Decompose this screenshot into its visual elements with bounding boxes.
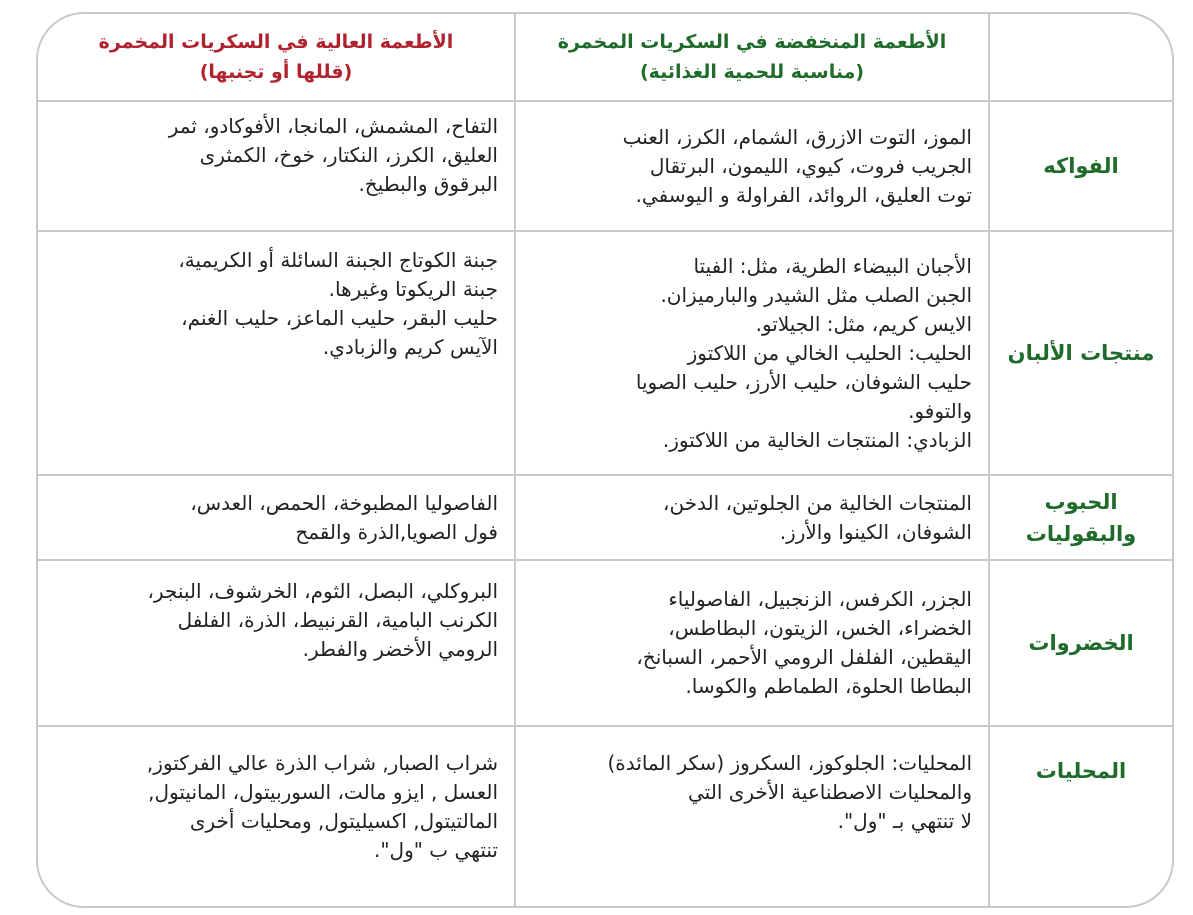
category-vegetables xyxy=(990,561,1172,725)
cell-line: البرقوق والبطيخ. xyxy=(358,172,498,196)
dairy-low-cell xyxy=(516,232,988,474)
cell-line: والمحليات الاصطناعية الأخرى التي xyxy=(688,780,972,804)
cell-line: اليقطين، الفلفل الرومي الأحمر، السبانخ، xyxy=(636,645,972,669)
cell-line: الايس كريم، مثل: الجيلاتو. xyxy=(755,311,972,336)
header-low-title: الأطعمة المنخفضة في السكريات المخمرة xyxy=(557,31,947,53)
category-label: الخضروات xyxy=(1028,631,1134,655)
cell-line: فول الصويا,الذرة والقمح xyxy=(295,519,498,544)
cell-line: الجزر، الكرفس، الزنجبيل، الفاصولياء xyxy=(668,587,972,611)
cell-line: تنتهي ب "ول". xyxy=(373,838,498,862)
category-label: الفواكه xyxy=(1043,154,1119,178)
fruits-low-cell xyxy=(516,102,988,230)
category-label: الحبوب xyxy=(1044,489,1118,514)
fruits-high-cell xyxy=(38,102,514,230)
cell-line: الكرنب البامية، القرنبيط، الذرة، الفلفل xyxy=(177,608,498,632)
grains-high-cell xyxy=(38,476,514,559)
cell-line: الشوفان، الكينوا والأرز. xyxy=(779,519,972,544)
cell-line: الأجبان البيضاء الطرية، مثل: الفيتا xyxy=(693,253,972,278)
cell-line: حليب البقر، حليب الماعز، حليب الغنم، xyxy=(181,306,498,330)
cell-line: الآيس كريم والزبادي. xyxy=(322,335,498,359)
cell-line: البروكلي، البصل، الثوم، الخرشوف، البنجر، xyxy=(147,579,498,603)
cell-line: جبنة الريكوتا وغيرها. xyxy=(328,277,498,301)
header-low-fodmap xyxy=(516,14,988,100)
grains-low-cell xyxy=(516,476,988,559)
cell-line: والتوفو. xyxy=(908,398,972,423)
header-high-fodmap xyxy=(38,14,514,100)
header-high-title: الأطعمة العالية في السكريات المخمرة xyxy=(98,31,454,53)
cell-line: العسل , ايزو مالت، السوربيتول، المانيتول, xyxy=(148,780,498,804)
cell-line: المنتجات الخالية من الجلوتين، الدخن، xyxy=(663,490,972,515)
fodmap-table xyxy=(36,12,1174,908)
cell-line: المحليات: الجلوكوز، السكروز (سكر المائدة) xyxy=(607,751,972,775)
category-fruits xyxy=(990,102,1172,230)
cell-line: الحليب: الحليب الخالي من اللاكتوز xyxy=(687,340,972,365)
category-grains-legumes xyxy=(990,476,1172,559)
cell-line: المالتيتول, اكسيليتول, ومحليات أخرى xyxy=(189,809,498,833)
category-label: منتجات الألبان xyxy=(1007,341,1155,365)
cell-line: لا تنتهي بـ "ول". xyxy=(837,809,972,833)
category-sweeteners xyxy=(990,727,1172,906)
vegetables-low-cell xyxy=(516,561,988,725)
category-label: والبقوليات xyxy=(1025,521,1137,546)
cell-line: الرومي الأخضر والفطر. xyxy=(302,637,498,661)
category-dairy xyxy=(990,232,1172,474)
vegetables-high-cell xyxy=(38,561,514,725)
cell-line: الجريب فروت، كيوي، الليمون، البرتقال xyxy=(649,153,972,178)
dairy-high-cell xyxy=(38,232,514,474)
cell-line: الزبادي: المنتجات الخالية من اللاكتوز. xyxy=(662,427,972,452)
cell-line: توت العليق، الروائد، الفراولة و اليوسفي. xyxy=(635,182,972,207)
category-label: المحليات xyxy=(1035,759,1127,783)
cell-line: شراب الصبار, شراب الذرة عالي الفركتوز, xyxy=(146,751,498,775)
cell-line: البطاطا الحلوة، الطماطم والكوسا. xyxy=(685,674,972,698)
cell-line: الموز، التوت الازرق، الشمام، الكرز، العنب xyxy=(622,124,972,149)
cell-line: الفاصوليا المطبوخة، الحمص، العدس، xyxy=(190,490,498,515)
cell-line: الخضراء، الخس، الزيتون، البطاطس، xyxy=(668,616,972,640)
cell-line: التفاح، المشمش، المانجا، الأفوكادو، ثمر xyxy=(168,114,498,138)
sweeteners-high-cell xyxy=(38,727,514,906)
cell-line: حليب الشوفان، حليب الأرز، حليب الصويا xyxy=(635,369,972,394)
sweeteners-low-cell xyxy=(516,727,988,906)
header-high-subtitle: (قللها أو تجنبها) xyxy=(199,61,353,83)
cell-line: الجبن الصلب مثل الشيدر والبارميزان. xyxy=(660,282,972,307)
cell-line: جبنة الكوتاج الجبنة السائلة أو الكريمية، xyxy=(178,248,498,272)
cell-line: العليق، الكرز، النكتار، خوخ، الكمثرى xyxy=(199,143,498,167)
header-low-subtitle: (مناسبة للحمية الغذائية) xyxy=(639,61,865,83)
